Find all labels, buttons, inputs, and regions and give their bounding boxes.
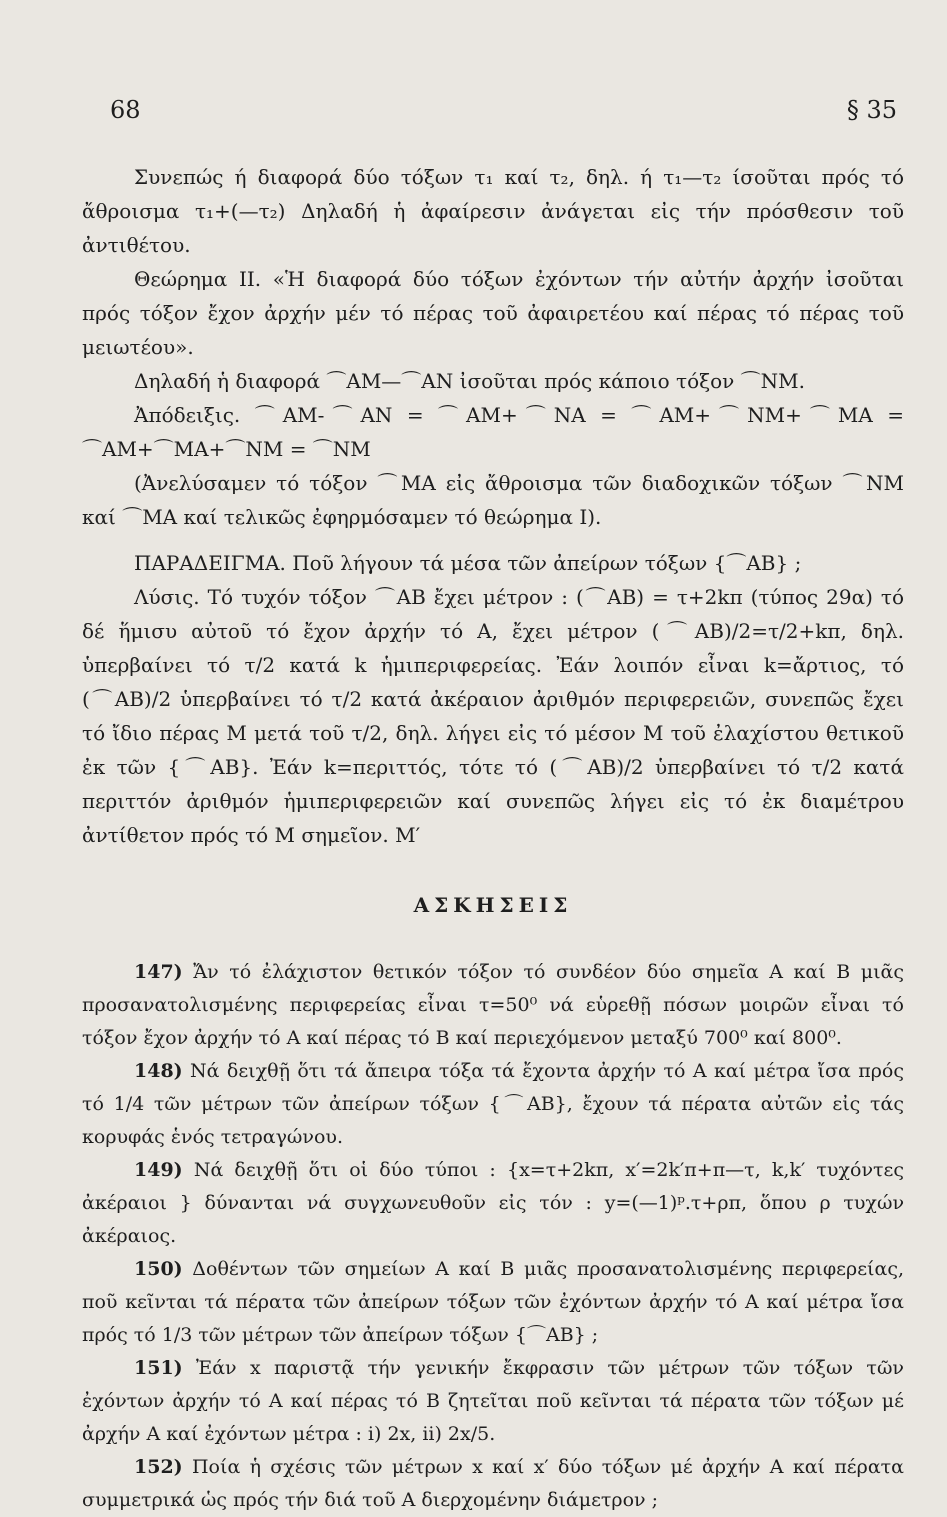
exercise-number: 149)	[134, 1159, 183, 1181]
exercise-number: 151)	[134, 1357, 183, 1379]
exercise-number: 148)	[134, 1060, 183, 1082]
page-header	[110, 96, 897, 124]
exercise-number: 147)	[134, 961, 183, 983]
exercise-text: Νά δειχθῇ ὅτι οἱ δύο τύποι : {x=τ+2kπ, x′=2k′π+π—τ, k,k′ τυχόντες ἀκέραιοι } δύνανται νά συγχωνευθοῦν εἰς τόν : y=(—1)ᵖ.τ+ρπ, ὅπου ρ τυχών ἀκέραιος.	[82, 1159, 904, 1247]
section-number: § 35	[846, 96, 897, 124]
exercise-number: 152)	[134, 1456, 183, 1478]
example: ΠΑΡΑΔΕΙΓΜΑ. Ποῦ λήγουν τά μέσα τῶν ἀπείρων τόξων {⌒AB} ;	[134, 551, 802, 575]
exercise-152	[82, 1451, 904, 1517]
exercise-text: Νά δειχθῇ ὅτι τά ἄπειρα τόξα τά ἔχοντα ἀρχήν τό A καί μέτρα ἴσα πρός τό 1/4 τῶν μέτρων τῶν ἀπείρων τόξων {⌒AB}, ἔχουν τά πέρατα αὐτῶν εἰς τάς κορυφάς ἑνός τετραγώνου.	[82, 1060, 904, 1148]
exercise-text: Ποία ἡ σχέσις τῶν μέτρων x καί x′ δύο τόξων μέ ἀρχήν A καί πέρατα συμμετρικά ὡς πρός τήν διά τοῦ A διερχομένην διάμετρον ;	[82, 1456, 904, 1511]
exercise-text: Ἐάν x παριστᾷ τήν γενικήν ἔκφρασιν τῶν μέτρων τῶν τόξων τῶν ἐχόντων ἀρχήν τό A καί πέρας τό B ζητεῖται ποῦ κεῖνται τά πέρατα τῶν τόξων μέ ἀρχήν A καί ἐχόντων μέτρα : i) 2x, ii) 2x/5.	[82, 1357, 904, 1445]
exercise-150	[82, 1253, 904, 1352]
proof: Ἀπόδειξις. ⌒AM-⌒AN = ⌒AM+⌒NA = ⌒AM+⌒NM+⌒MA = ⌒AM+⌒MA+⌒NM = ⌒NM	[82, 403, 904, 461]
exercise-text: Δοθέντων τῶν σημείων A καί B μιᾶς προσανατολισμένης περιφερείας, ποῦ κεῖνται τά πέρατα τῶν ἀπείρων τόξων τῶν ἐχόντων ἀρχήν τό A καί μέτρα ἴσα πρός τό 1/3 τῶν μέτρων τῶν ἀπείρων τόξων {⌒AB} ;	[82, 1258, 904, 1346]
theorem-statement: Δηλαδή ἡ διαφορά ⌒AM—⌒AN ἰσοῦται πρός κάποιο τόξον ⌒NM.	[134, 369, 806, 393]
exercise-text: Ἄν τό ἐλάχιστον θετικόν τόξον τό συνδέον δύο σημεῖα A καί B μιᾶς προσανατολισμένης περιφερείας εἶναι τ=50⁰ νά εὑρεθῇ πόσων μοιρῶν εἶναι τό τόξον ἔχον ἀρχήν τό A καί πέρας τό B καί περιεχόμενον μεταξύ 700⁰ καί 800⁰.	[82, 961, 904, 1049]
exercises-heading: ΑΣΚΗΣΕΙΣ	[413, 893, 573, 917]
page-number: 68	[110, 96, 141, 124]
paragraph-difference: Συνεπώς ή διαφορά δύο τόξων τ₁ καί τ₂, δηλ. ή τ₁—τ₂ ίσοῦται πρός τό ἄθροισμα τ₁+(—τ₂) Δηλαδή ἡ ἀφαίρεσιν ἀνάγεται εἰς τήν πρόσθεσιν τοῦ ἀντιθέτου.	[82, 165, 904, 257]
exercise-148	[82, 1055, 904, 1154]
page-body	[82, 160, 904, 1517]
exercise-147	[82, 956, 904, 1055]
exercise-number: 150)	[134, 1258, 183, 1280]
solution: Λύσις. Τό τυχόν τόξον ⌒AB ἔχει μέτρον : (⌒AB) = τ+2kπ (τύπος 29α) τό δέ ἥμισυ αὐτοῦ τό ἔχον ἀρχήν τό A, ἔχει μέτρον (⌒AB)/2=τ/2+kπ, δηλ. ὑπερβαίνει τό τ/2 κατά k ἡμιπεριφερείας. Ἐάν λοιπόν εἶναι k=ἄρτιος, τό (⌒AB)/2 ὑπερβαίνει τό τ/2 κατά ἀκέραιον ἀριθμόν περιφερειῶν, συνεπῶς ἔχει τό ἴδιο πέρας M μετά τοῦ τ/2, δηλ. λήγει εἰς τό μέσον M τοῦ ἐλαχίστου θετικοῦ ἐκ τῶν {⌒AB}. Ἐάν k=περιττός, τότε τό (⌒AB)/2 ὑπερβαίνει τό τ/2 κατά περιττόν ἀριθμόν ἡμιπεριφερειῶν καί συνεπῶς λήγει εἰς τό ἐκ διαμέτρου ἀντίθετον πρός τό M σημεῖον. M′	[82, 585, 904, 847]
proof-note: (Ἀνελύσαμεν τό τόξον ⌒MA εἰς ἄθροισμα τῶν διαδοχικῶν τόξων ⌒NM καί ⌒MA καί τελικῶς ἐφηρμόσαμεν τό θεώρημα I).	[82, 471, 904, 529]
exercise-151	[82, 1352, 904, 1451]
exercise-149	[82, 1154, 904, 1253]
theorem-2: Θεώρημα II. «Ἡ διαφορά δύο τόξων ἐχόντων τήν αὐτήν ἀρχήν ἰσοῦται πρός τόξον ἔχον ἀρχήν μέν τό πέρας τοῦ ἀφαιρετέου καί πέρας τό πέρας τοῦ μειωτέου».	[82, 267, 904, 359]
